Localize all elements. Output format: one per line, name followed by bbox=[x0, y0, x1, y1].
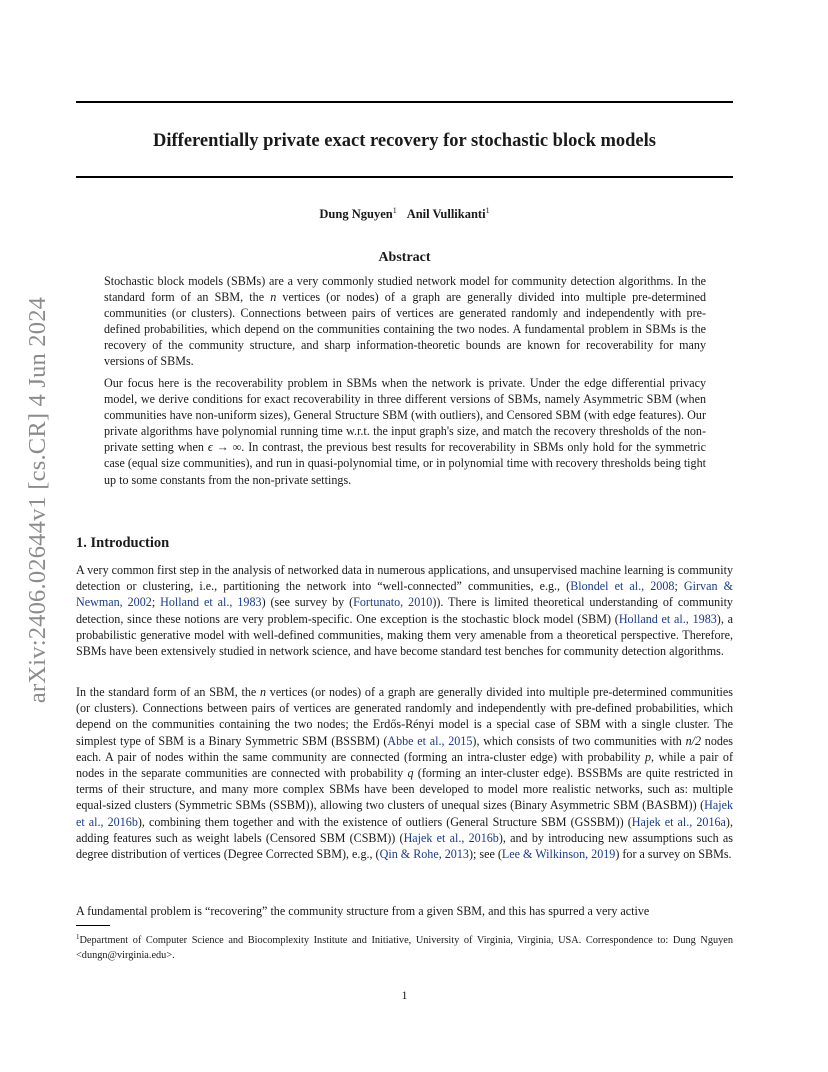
author-name: Dung Nguyen bbox=[319, 207, 393, 221]
section-heading: 1. Introduction bbox=[76, 535, 170, 551]
title-rule-top bbox=[76, 101, 733, 103]
abstract-heading: Abstract bbox=[378, 250, 431, 265]
citation-link[interactable]: Hajek et al., 2016b bbox=[76, 798, 733, 829]
citation-link[interactable]: Qin & Rohe, 2013 bbox=[379, 847, 469, 862]
affiliation-mark: 1 bbox=[392, 206, 397, 215]
math-symbol: q bbox=[407, 766, 414, 781]
arxiv-identifier-stamp: arXiv:2406.02644v1 [cs.CR] 4 Jun 2024 bbox=[24, 296, 51, 704]
title-rule-bottom bbox=[76, 176, 733, 178]
body-paragraph: A very common first step in the analysis of networked data in numerous applications, and unsupervised machine learning is community detection or clustering, i.e., partitioning the network into “well-connected” communities, e.g., (Blondel et al., 2008; Girvan & Newman, 2002; Holland et al., 1983) (see survey by (Fortunato, 2010)). There is limited theoretical understanding of community detection, since these notions are very problem-specific. One exception is the stochastic block model (SBM) (Holland et al., 1983), a probabilistic generative model with well-defined communities, making them very amenable from a theoretical perspective. Therefore, SBMs have been extensively studied in network science, and have become standard test benches for community detection algorithms. bbox=[76, 563, 733, 659]
math-symbol: n bbox=[260, 685, 267, 699]
citation-link[interactable]: Hajek et al., 2016b bbox=[403, 830, 499, 845]
body-paragraph: A fundamental problem is “recovering” the community structure from a given SBM, and this has spurred a very active bbox=[76, 904, 650, 918]
abstract-paragraph: Stochastic block models (SBMs) are a very commonly studied network model for community detection algorithms. In the standard form of an SBM, the n vertices (or nodes) of a graph are generally divided into multiple pre-determined communities (or clusters). Connections between pairs of vertices are generated randomly and independently with pre-defined probabilities, which depend on the communities containing the two nodes. A fundamental problem in SBMs is the recovery of the community structure, and sharp information-theoretic bounds are known for recoverability for many versions of SBMs. bbox=[104, 274, 707, 369]
page-number: 1 bbox=[401, 988, 408, 1002]
math-symbol: p bbox=[645, 749, 652, 764]
citation-link[interactable]: Hajek et al., 2016a bbox=[631, 814, 726, 829]
citation-link[interactable]: Blondel et al., 2008 bbox=[570, 579, 675, 594]
footnote-mark: 1 bbox=[76, 933, 80, 941]
body-paragraph: In the standard form of an SBM, the n vertices (or nodes) of a graph are generally divided into multiple pre-determined communities (or clusters). Connections between pairs of vertices are generated randomly and independently with pre-defined probabilities, which depend on the communities containing the two nodes; the Erdős-Rényi model is a special case of SBM with a single cluster. The simplest type of SBM is a Binary Symmetric SBM (BSSBM) (Abbe et al., 2015), which consists of two communities with n/2 nodes each. A pair of nodes within the same community are connected (forming an intra-cluster edge) with probability p, while a pair of nodes in the separate communities are connected with probability q (forming an inter-cluster edge). BSSBMs are quite restricted in terms of their structure, and many more complex SBMs have been developed to model more realistic networks, such as: multiple equal-sized clusters (Symmetric SBMs (SSBM)), allowing two clusters of unequal sizes (Binary Asymmetric SBM (BASBM)) (Hajek et al., 2016b), combining them together and with the existence of outliers (General Structure SBM (GSSBM)) (Hajek et al., 2016a), adding features such as weight labels (Censored SBM (CSBM)) (Hajek et al., 2016b), and by introducing new assumptions such as degree distribution of vertices (Degree Corrected SBM), e.g., (Qin & Rohe, 2013); see (Lee & Wilkinson, 2019) for a survey on SBMs. bbox=[76, 685, 733, 862]
author-name: Anil Vullikanti bbox=[406, 207, 486, 221]
citation-link[interactable]: Lee & Wilkinson, 2019 bbox=[501, 847, 616, 862]
citation-link[interactable]: Abbe et al., 2015 bbox=[387, 733, 473, 748]
affiliation-mark: 1 bbox=[485, 206, 490, 215]
paper-title: Differentially private exact recovery for stochastic block models bbox=[153, 131, 656, 151]
footnote bbox=[76, 930, 733, 963]
citation-link[interactable]: Holland et al., 1983 bbox=[618, 611, 717, 626]
math-symbol: n bbox=[270, 290, 277, 305]
citation-link[interactable]: Fortunato, 2010 bbox=[353, 595, 433, 610]
footnote-rule bbox=[76, 925, 110, 926]
citation-link[interactable]: Holland et al., 1983 bbox=[160, 595, 262, 610]
footnote-text: Department of Computer Science and Biocomplexity Institute and Initiative, University of Virginia, Virginia, USA. Correspondence to: Dung Nguyen <dungn@virginia.edu>. bbox=[76, 935, 733, 961]
citation-link[interactable]: Girvan & Newman, 2002 bbox=[76, 579, 733, 610]
math-symbol: n/2 bbox=[685, 733, 702, 748]
author-list bbox=[76, 206, 733, 222]
math-symbol: ϵ → ∞ bbox=[207, 440, 242, 455]
abstract-paragraph: Our focus here is the recoverability problem in SBMs when the network is private. Under the edge differential privacy model, we derive conditions for exact recoverability in three different versions of SBMs, namely Asymmetric SBM (when communities have non-uniform sizes), General Structure SBM (with outliers), and Censored SBM (with edge features). Our private algorithms have polynomial running time w.r.t. the input graph's size, and match the recovery thresholds of the non-private setting when ϵ → ∞. In contrast, the previous best results for recoverability in SBMs only hold for the symmetric case (equal size communities), and run in quasi-polynomial time, or in polynomial time with recovery thresholds being tight up to some constants from the non-private settings. bbox=[104, 376, 706, 487]
